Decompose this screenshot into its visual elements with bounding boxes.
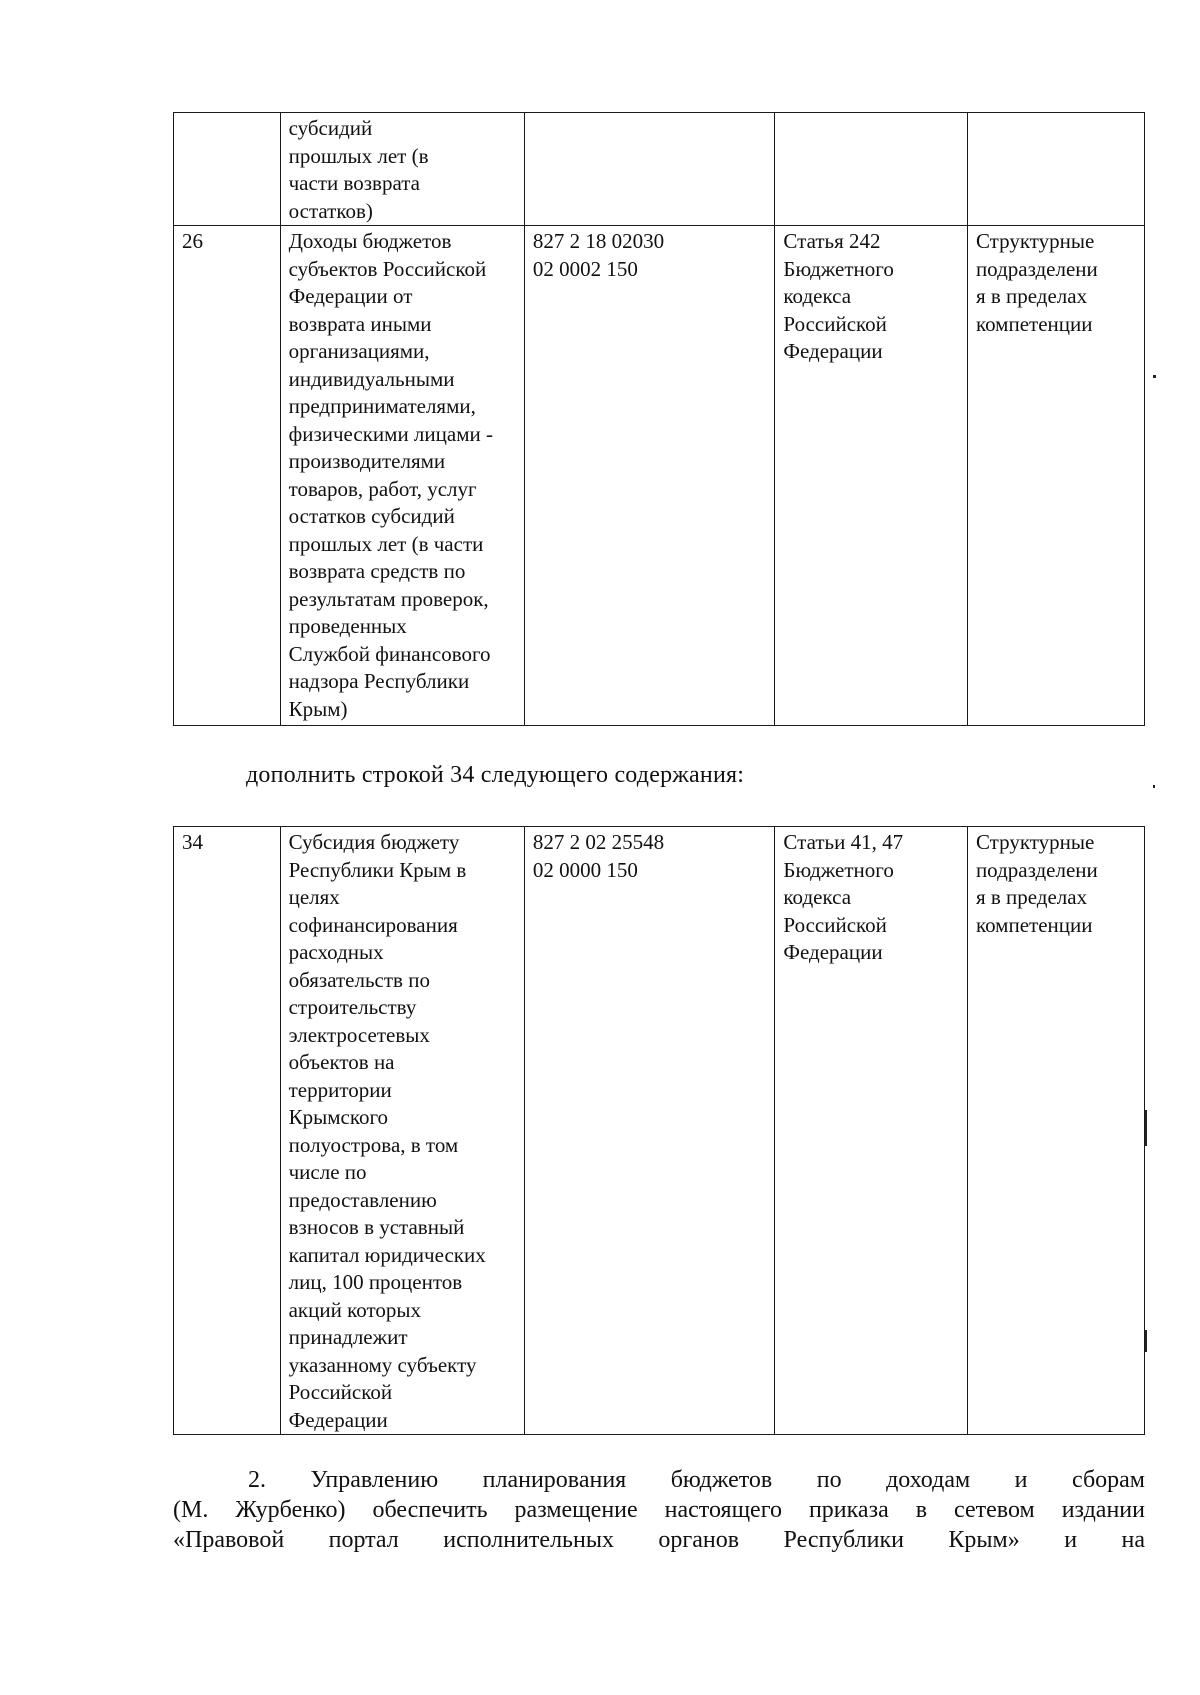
amendment-intro-text: дополнить строкой 34 следующего содержания: (246, 762, 745, 788)
paragraph-line: 2. Управлению планирования бюджетов по доходам и сборам (248, 1467, 1145, 1493)
paragraph-2 (173, 1465, 1145, 1555)
cell-legal-basis: Статьи 41, 47 Бюджетного кодекса Российской Федерации (775, 827, 968, 1435)
cell-budget-code (524, 113, 775, 226)
income-table-part-1 (173, 112, 1145, 726)
cell-executor: Структурные подразделени я в пределах компетенции (967, 226, 1144, 726)
income-table-row-34 (173, 826, 1145, 1435)
scan-speck (1153, 375, 1156, 378)
paragraph-line: «Правовой портал исполнительных органов Республики Крым» и на (173, 1527, 1145, 1553)
cell-executor (967, 113, 1144, 226)
cell-legal-basis (775, 113, 968, 226)
scan-speck (1145, 1330, 1147, 1352)
cell-income-name: Доходы бюджетов субъектов Российской Федерации от возврата иными организациями, индивидуальными предпринимателями, физическими лицами - производителями товаров, работ, услуг остатков субсидий прошлых лет (в части возврата средств по результатам проверок, проведенных Службой финансового надзора Республики Крым) (280, 226, 524, 726)
cell-legal-basis: Статья 242 Бюджетного кодекса Российской Федерации (775, 226, 968, 726)
table-row-34 (174, 827, 1145, 1435)
cell-number: 26 (174, 226, 281, 726)
table-row-continuation (174, 113, 1145, 226)
cell-number (174, 113, 281, 226)
scan-speck (1153, 785, 1155, 788)
cell-income-name: Субсидия бюджету Республики Крым в целях софинансирования расходных обязательств по строительству электросетевых объектов на территории Крымского полуострова, в том числе по предоставлению взносов в уставный капитал юридических лиц, 100 процентов акций которых принадлежит указанному субъекту Российской Федерации (280, 827, 524, 1435)
cell-executor: Структурные подразделени я в пределах компетенции (967, 827, 1144, 1435)
cell-budget-code: 827 2 18 02030 02 0002 150 (524, 226, 775, 726)
paragraph-line: (М. Журбенко) обеспечить размещение настоящего приказа в сетевом издании (173, 1497, 1145, 1523)
cell-budget-code: 827 2 02 25548 02 0000 150 (524, 827, 775, 1435)
table-row-26 (174, 226, 1145, 726)
cell-number: 34 (174, 827, 281, 1435)
scan-speck (1145, 1110, 1147, 1146)
cell-income-name: субсидий прошлых лет (в части возврата остатков) (280, 113, 524, 226)
